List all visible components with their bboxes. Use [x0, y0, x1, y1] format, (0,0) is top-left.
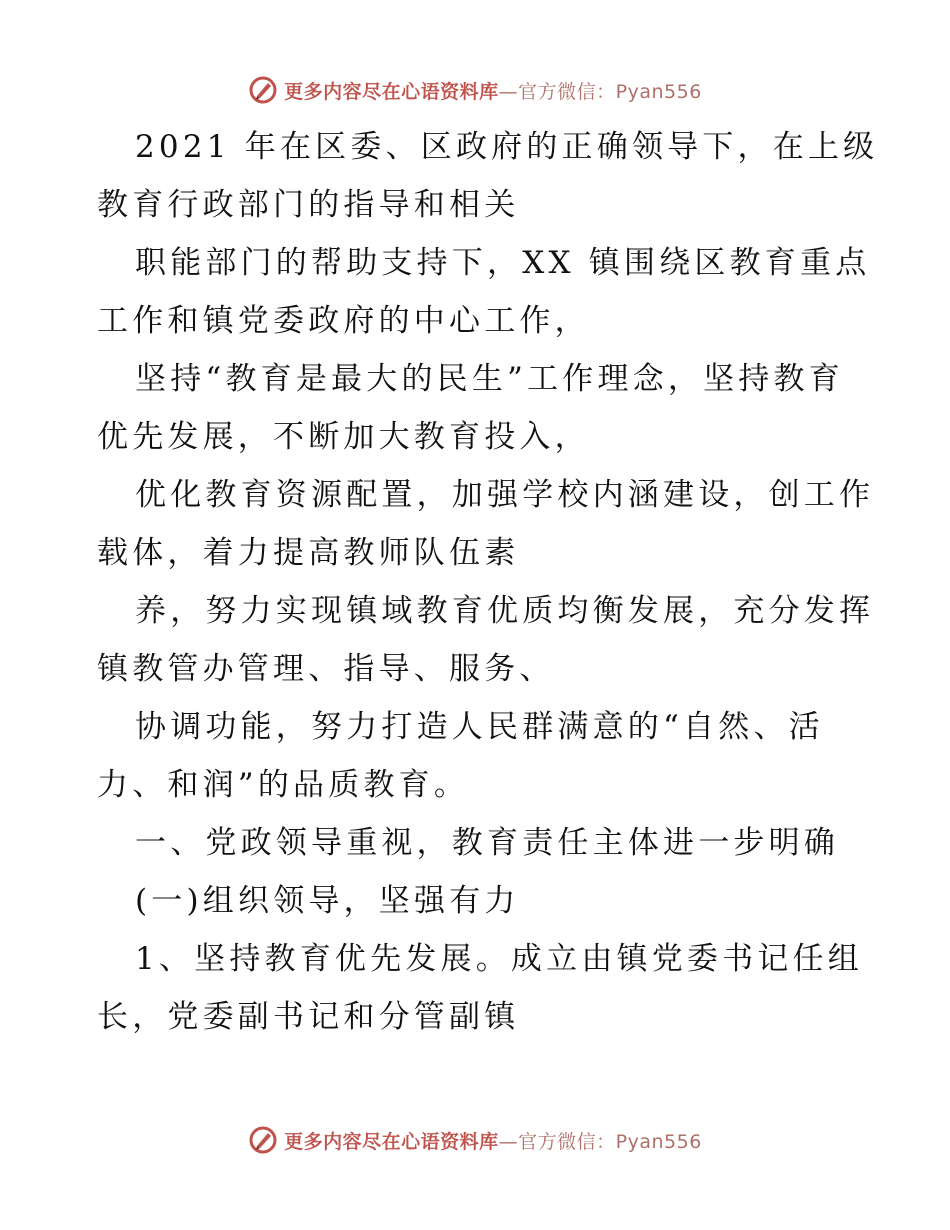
text-line: 协调功能，努力打造人民群满意的“自然、活 [135, 709, 824, 745]
footer-watermark [0, 1120, 950, 1160]
text-line: 优化教育资源配置，加强学校内涵建设，创工作 [135, 477, 875, 513]
pen-logo-icon [248, 75, 278, 105]
watermark-site: 更多内容尽在心语资料库 [284, 1130, 499, 1153]
watermark-separator: — [498, 80, 519, 103]
watermark-contact: 官方微信：Pyan556 [518, 80, 702, 103]
text-line: 力、和润”的品质教育。 [97, 767, 470, 803]
header-watermark [0, 70, 950, 110]
text-line: 职能部门的帮助支持下，XX 镇围绕区教育重点 [135, 245, 871, 281]
subsection-heading: (一)组织领导，坚强有力 [135, 883, 520, 919]
text-line: 2021 年在区委、区政府的正确领导下，在上级 [135, 129, 879, 165]
pen-logo-icon [248, 1125, 278, 1155]
text-line: 1、坚持教育优先发展。成立由镇党委书记任组 [135, 941, 863, 977]
text-line: 载体，着力提高教师队伍素 [97, 535, 520, 571]
text-line: 长，党委副书记和分管副镇 [97, 999, 520, 1035]
watermark-text [284, 1127, 702, 1154]
watermark-contact: 官方微信：Pyan556 [518, 1130, 702, 1153]
watermark-text [284, 77, 702, 104]
text-line: 坚持“教育是最大的民生”工作理念，坚持教育 [135, 361, 844, 397]
watermark-site: 更多内容尽在心语资料库 [284, 80, 499, 103]
text-line: 养，努力实现镇域教育优质均衡发展，充分发挥 [135, 593, 875, 629]
section-heading: 一、党政领导重视，教育责任主体进一步明确 [135, 825, 839, 861]
text-line: 优先发展，不断加大教育投入， [97, 419, 590, 455]
text-line: 教育行政部门的指导和相关 [97, 187, 520, 223]
watermark-separator: — [498, 1130, 519, 1153]
text-line: 镇教管办管理、指导、服务、 [97, 651, 555, 687]
text-line: 工作和镇党委政府的中心工作， [97, 303, 590, 339]
document-body [97, 118, 879, 1046]
